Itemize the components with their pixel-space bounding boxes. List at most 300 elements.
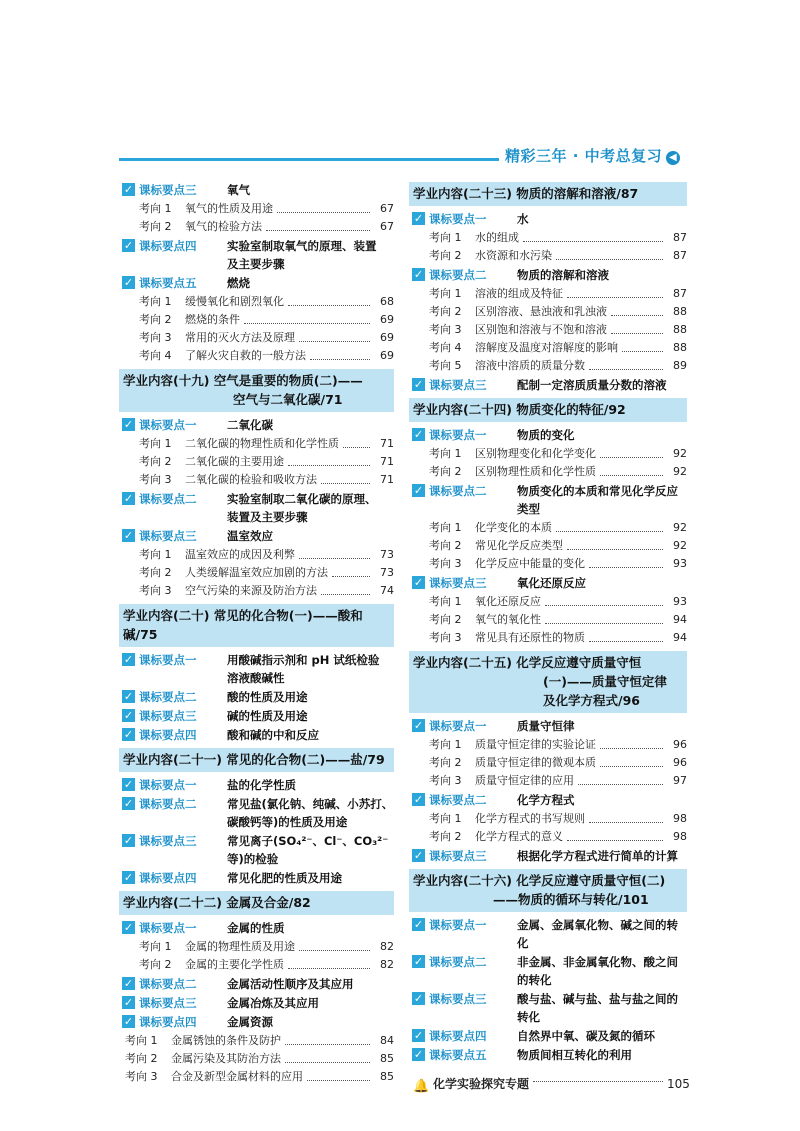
topic-entry[interactable] [409,445,687,463]
unit-heading-21[interactable]: 学业内容(二十一) 常见的化合物(二)——盐/79 [119,748,394,772]
topic-label: 考向 3 [429,323,462,336]
topic-title: 缓慢氧化和剧烈氧化 [185,295,284,308]
curriculum-point[interactable] [119,1013,394,1031]
point-title: 实验室制取氧气的原理、装置 及主要步骤 [227,239,377,271]
point-label: 课标要点三 [429,849,487,863]
checkbox-icon: ✓ [413,719,424,732]
curriculum-point[interactable] [119,707,394,725]
page-number: 98 [673,812,687,825]
topic-label: 考向 2 [429,305,462,318]
leader-dots [285,1032,370,1045]
page-number: 96 [673,756,687,769]
topic-title: 燃烧的条件 [185,313,240,326]
curriculum-point[interactable] [119,181,394,199]
point-title: 碱的性质及用途 [227,709,308,723]
point-title: 自然界中氧、碳及氮的循环 [517,1029,655,1043]
bell-icon: 🔔 [413,1079,430,1094]
page-number: 67 [380,220,394,233]
unit-heading-26[interactable]: 学业内容(二十六) 化学反应遵守质量守恒(二) ——物质的循环与转化/101 [409,869,687,912]
unit-heading-24[interactable]: 学业内容(二十四) 物质变化的特征/92 [409,398,687,422]
checkbox-icon: ✓ [413,955,424,968]
leader-dots [600,463,663,476]
topic-title: 常用的灭火方法及原理 [185,331,295,344]
checkbox-icon: ✓ [123,529,134,542]
curriculum-point[interactable] [119,975,394,993]
checkbox-icon: ✓ [123,921,134,934]
topic-entry[interactable] [119,546,394,564]
point-label: 课标要点二 [139,492,197,506]
topic-title: 二氧化碳的检验和吸收方法 [185,473,317,486]
page-number: 87 [673,249,687,262]
point-label: 课标要点一 [429,918,487,932]
curriculum-point[interactable] [409,1027,687,1045]
point-title: 物质的溶解和溶液 [517,268,609,282]
checkbox-icon: ✓ [413,212,424,225]
topic-title: 空气污染的来源及防治方法 [185,584,317,597]
leader-dots [321,471,370,484]
leader-dots [622,339,663,352]
topic-entry[interactable] [409,736,687,754]
unit-heading-19[interactable]: 学业内容(十九) 空气是重要的物质(二)—— 空气与二氧化碳/71 [119,369,394,412]
checkbox-icon: ✓ [413,378,424,391]
checkbox-icon: ✓ [123,690,134,703]
topic-entry[interactable] [409,321,687,339]
checkbox-icon: ✓ [413,428,424,441]
topic-title: 金属锈蚀的条件及防护 [171,1034,281,1047]
topic-label: 考向 1 [139,437,172,450]
page-number: 85 [380,1052,394,1065]
checkbox-icon: ✓ [123,492,134,505]
topic-label: 考向 4 [139,349,172,362]
header-rule [119,158,499,161]
leader-dots [266,218,370,231]
topic-label: 考向 1 [125,1034,158,1047]
topic-title: 质量守恒定律的微观本质 [475,756,596,769]
topic-entry[interactable] [119,293,394,311]
point-label: 课标要点一 [429,428,487,442]
page-number: 87 [673,287,687,300]
topic-entry[interactable] [119,1050,394,1068]
curriculum-point[interactable] [119,416,394,434]
topic-entry[interactable] [409,828,687,846]
topic-label: 考向 1 [139,295,172,308]
leader-dots [611,303,663,316]
page-number: 69 [380,313,394,326]
topic-entry[interactable] [409,629,687,647]
page-number: 94 [673,613,687,626]
curriculum-point[interactable] [119,688,394,706]
point-label: 课标要点一 [139,921,197,935]
leader-dots [545,593,663,606]
topic-label: 考向 1 [139,548,172,561]
topic-title: 质量守恒定律的应用 [475,774,574,787]
topic-entry[interactable] [409,754,687,772]
page-number: 68 [380,295,394,308]
page-number: 94 [673,631,687,644]
leader-dots [299,938,370,951]
page-number: 93 [673,595,687,608]
topic-entry[interactable] [119,956,394,974]
topic-label: 考向 2 [429,830,462,843]
topic-label: 考向 1 [429,812,462,825]
point-label: 课标要点四 [139,1015,197,1029]
point-label: 课标要点三 [429,576,487,590]
point-title: 二氧化碳 [227,418,273,432]
point-title: 温室效应 [227,529,273,543]
point-label: 课标要点四 [139,728,197,742]
topic-entry[interactable] [119,347,394,365]
leader-dots [299,546,370,559]
topic-label: 考向 2 [429,539,462,552]
topic-entry[interactable] [119,1068,394,1086]
leader-dots [545,611,663,624]
curriculum-point[interactable] [409,482,687,518]
leader-dots [244,311,370,324]
curriculum-point[interactable] [409,426,687,444]
leader-dots [288,956,370,969]
checkbox-icon: ✓ [413,268,424,281]
topic-label: 考向 2 [429,756,462,769]
curriculum-point[interactable] [119,527,394,545]
topic-label: 考向 3 [429,557,462,570]
curriculum-point[interactable] [119,776,394,794]
point-title: 金属的性质 [227,921,285,935]
unit-heading-20[interactable]: 学业内容(二十) 常见的化合物(一)——酸和碱/75 [119,604,394,647]
topic-label: 考向 3 [429,774,462,787]
point-title: 物质的变化 [517,428,575,442]
topic-label: 考向 2 [139,958,172,971]
point-label: 课标要点二 [429,268,487,282]
checkbox-icon: ✓ [123,996,134,1009]
checkbox-icon: ✓ [123,977,134,990]
point-title: 物质间相互转化的利用 [517,1048,632,1062]
topic-title: 人类缓解温室效应加剧的方法 [185,566,328,579]
topic-title: 区别饱和溶液与不饱和溶液 [475,323,607,336]
page-number: 82 [380,940,394,953]
topic-title: 合金及新型金属材料的应用 [171,1070,303,1083]
arrow-circle-icon: ◀ [666,151,680,165]
leader-dots [600,445,663,458]
topic-title: 区别物理性质和化学性质 [475,465,596,478]
page-number: 92 [673,447,687,460]
topic-label: 考向 2 [139,455,172,468]
topic-entry[interactable] [119,218,394,236]
topic-entry[interactable] [409,519,687,537]
toc-left-column [119,180,394,1086]
point-label: 课标要点二 [429,484,487,498]
leader-dots [556,519,663,532]
topic-label: 考向 1 [139,202,172,215]
point-label: 课标要点五 [139,276,197,290]
point-title: 酸的性质及用途 [227,690,308,704]
curriculum-point[interactable] [119,795,394,831]
page-number: 88 [673,341,687,354]
point-label: 课标要点四 [429,1029,487,1043]
topic-title: 氧气的检验方法 [185,220,262,233]
page-number: 71 [380,473,394,486]
leader-dots [523,229,663,242]
page-number: 85 [380,1070,394,1083]
point-label: 课标要点一 [139,418,197,432]
leader-dots [567,828,663,841]
point-title: 物质变化的本质和常见化学反应 类型 [517,484,678,516]
topic-entry[interactable] [119,311,394,329]
topic-label: 考向 1 [429,738,462,751]
checkbox-icon: ✓ [413,918,424,931]
unit-heading-25[interactable]: 学业内容(二十五) 化学反应遵守质量守恒 (一)——质量守恒定律 及化学方程式/96 [409,651,687,713]
curriculum-point[interactable] [119,237,394,273]
point-label: 课标要点四 [139,871,197,885]
point-title: 常见化肥的性质及用途 [227,871,342,885]
checkbox-icon: ✓ [123,871,134,884]
curriculum-point[interactable] [119,726,394,744]
curriculum-point[interactable] [119,919,394,937]
topic-title: 氧气的性质及用途 [185,202,273,215]
page-number: 96 [673,738,687,751]
topic-label: 考向 1 [429,287,462,300]
leader-dots [567,285,663,298]
topic-entry[interactable] [409,463,687,481]
point-title: 酸和碱的中和反应 [227,728,319,742]
checkbox-icon: ✓ [123,183,134,196]
curriculum-point[interactable] [409,791,687,809]
checkbox-icon: ✓ [123,1015,134,1028]
topic-entry[interactable] [119,1032,394,1050]
point-title: 酸与盐、碱与盐、盐与盐之间的转化 [517,992,678,1024]
checkbox-icon: ✓ [123,728,134,741]
topic-entry[interactable] [409,357,687,375]
topic-entry[interactable] [409,593,687,611]
topic-label: 考向 3 [139,473,172,486]
point-title: 金属资源 [227,1015,273,1029]
curriculum-point[interactable] [119,869,394,887]
point-title: 配制一定溶质质量分数的溶液 [517,378,667,392]
page-number: 92 [673,465,687,478]
topic-entry[interactable] [409,339,687,357]
point-title: 金属活动性顺序及其应用 [227,977,354,991]
page-number: 71 [380,455,394,468]
topic-title: 化学方程式的意义 [475,830,563,843]
checkbox-icon: ✓ [123,834,134,847]
topic-entry[interactable] [409,772,687,790]
topic-entry[interactable] [409,229,687,247]
checkbox-icon: ✓ [123,778,134,791]
unit-heading-23[interactable]: 学业内容(二十三) 物质的溶解和溶液/87 [409,182,687,206]
curriculum-point[interactable] [119,490,394,526]
leader-dots [285,1050,370,1063]
checkbox-icon: ✓ [413,576,424,589]
point-label: 课标要点三 [429,378,487,392]
page-number: 71 [380,437,394,450]
curriculum-point[interactable] [119,994,394,1012]
topic-entry[interactable] [119,564,394,582]
topic-label: 考向 1 [429,231,462,244]
topic-title: 金属的主要化学性质 [185,958,284,971]
curriculum-point[interactable] [409,210,687,228]
curriculum-point[interactable] [409,847,687,865]
topic-entry[interactable] [119,582,394,600]
checkbox-icon: ✓ [413,1029,424,1042]
page-number: 98 [673,830,687,843]
topic-title: 水资源和水污染 [475,249,552,262]
page-number: 89 [673,359,687,372]
leader-dots [589,810,663,823]
checkbox-icon: ✓ [123,709,134,722]
topic-title: 温室效应的成因及利弊 [185,548,295,561]
point-label: 课标要点二 [139,690,197,704]
topic-label: 考向 1 [429,447,462,460]
topic-title: 常见化学反应类型 [475,539,563,552]
topic-title: 溶液中溶质的质量分数 [475,359,585,372]
topic-title: 溶解度及温度对溶解度的影响 [475,341,618,354]
checkbox-icon: ✓ [123,239,134,252]
curriculum-point[interactable] [119,274,394,292]
page-number: 73 [380,566,394,579]
point-title: 金属冶炼及其应用 [227,996,319,1010]
topic-entry[interactable] [119,435,394,453]
special-topic-entry[interactable]: 🔔 化学实验探究专题 105 [413,1077,690,1094]
leader-dots [600,736,663,749]
curriculum-point[interactable] [119,832,394,868]
topic-entry[interactable] [119,329,394,347]
topic-entry[interactable] [409,611,687,629]
page-number: 74 [380,584,394,597]
topic-label: 考向 3 [139,331,172,344]
curriculum-point[interactable] [409,990,687,1026]
leader-dots [307,1068,370,1081]
leader-dots [288,293,370,306]
curriculum-point[interactable] [119,651,394,687]
topic-label: 考向 3 [125,1070,158,1083]
leader-dots [332,564,370,577]
curriculum-point[interactable] [409,1046,687,1064]
point-title: 化学方程式 [517,793,575,807]
point-title: 非金属、非金属氧化物、酸之间的转化 [517,955,678,987]
point-label: 课标要点一 [429,719,487,733]
point-label: 课标要点一 [139,778,197,792]
curriculum-point[interactable] [409,266,687,284]
leader-dots [567,537,663,550]
topic-entry[interactable] [119,938,394,956]
point-title: 根据化学方程式进行简单的计算 [517,849,678,863]
topic-label: 考向 1 [429,595,462,608]
topic-entry[interactable] [409,247,687,265]
point-label: 课标要点五 [429,1048,487,1062]
page-number: 73 [380,548,394,561]
topic-label: 考向 4 [429,341,462,354]
topic-title: 化学反应中能量的变化 [475,557,585,570]
point-title: 常见盐(氯化钠、纯碱、小苏打、 碳酸钙等)的性质及用途 [227,797,394,829]
point-title: 金属、金属氧化物、碱之间的转化 [517,918,678,950]
page-number: 82 [380,958,394,971]
curriculum-point[interactable] [409,717,687,735]
curriculum-point[interactable] [409,916,687,952]
checkbox-icon: ✓ [413,1048,424,1061]
topic-title: 二氧化碳的物理性质和化学性质 [185,437,339,450]
topic-label: 考向 5 [429,359,462,372]
point-label: 课标要点二 [429,793,487,807]
point-label: 课标要点一 [139,653,197,667]
point-label: 课标要点三 [139,996,197,1010]
page-number: 69 [380,331,394,344]
topic-title: 常见具有还原性的物质 [475,631,585,644]
point-label: 课标要点二 [429,955,487,969]
point-title: 水 [517,212,529,226]
point-title: 实验室制取二氧化碳的原理、 装置及主要步骤 [227,492,377,524]
topic-entry[interactable] [409,285,687,303]
checkbox-icon: ✓ [123,276,134,289]
leader-dots [343,435,370,448]
point-label: 课标要点二 [139,977,197,991]
topic-entry[interactable] [119,200,394,218]
topic-title: 金属的物理性质及用途 [185,940,295,953]
point-label: 课标要点三 [139,529,197,543]
point-label: 课标要点三 [139,709,197,723]
checkbox-icon: ✓ [123,653,134,666]
topic-entry[interactable] [119,453,394,471]
point-title: 用酸碱指示剂和 pH 试纸检验 溶液酸碱性 [227,653,380,685]
topic-title: 氧化还原反应 [475,595,541,608]
checkbox-icon: ✓ [413,849,424,862]
checkbox-icon: ✓ [413,992,424,1005]
topic-entry[interactable] [409,303,687,321]
topic-label: 考向 1 [429,521,462,534]
point-title: 盐的化学性质 [227,778,296,792]
topic-title: 了解火灾自救的一般方法 [185,349,306,362]
topic-title: 区别溶液、悬浊液和乳浊液 [475,305,607,318]
leader-dots [310,347,370,360]
point-title: 常见离子(SO₄²⁻、Cl⁻、CO₃²⁻ 等)的检验 [227,834,389,866]
page-number: 84 [380,1034,394,1047]
topic-label: 考向 2 [429,465,462,478]
topic-label: 考向 2 [429,249,462,262]
topic-label: 考向 3 [139,584,172,597]
leader-dots [288,453,370,466]
point-label: 课标要点二 [139,797,197,811]
point-label: 课标要点三 [139,834,197,848]
topic-entry[interactable] [409,537,687,555]
leader-dots [600,754,663,767]
topic-label: 考向 2 [125,1052,158,1065]
curriculum-point[interactable] [409,376,687,394]
checkbox-icon: ✓ [413,484,424,497]
topic-label: 考向 2 [139,566,172,579]
leader-dots [578,772,663,785]
topic-title: 水的组成 [475,231,519,244]
page-number: 97 [673,774,687,787]
page-number: 92 [673,539,687,552]
topic-title: 区别物理变化和化学变化 [475,447,596,460]
topic-entry[interactable] [119,471,394,489]
point-label: 课标要点一 [429,212,487,226]
point-label: 课标要点四 [139,239,197,253]
point-title: 燃烧 [227,276,250,290]
curriculum-point[interactable] [409,953,687,989]
checkbox-icon: ✓ [123,797,134,810]
page-number: 93 [673,557,687,570]
point-title: 质量守恒律 [517,719,575,733]
topic-title: 金属污染及其防治方法 [171,1052,281,1065]
topic-entry[interactable] [409,810,687,828]
leader-dots [277,200,370,213]
page-number: 88 [673,305,687,318]
topic-entry[interactable] [409,555,687,573]
point-label: 课标要点三 [139,183,197,197]
topic-label: 考向 3 [429,631,462,644]
curriculum-point[interactable] [409,574,687,592]
topic-title: 溶液的组成及特征 [475,287,563,300]
unit-heading-22[interactable]: 学业内容(二十二) 金属及合金/82 [119,891,394,915]
